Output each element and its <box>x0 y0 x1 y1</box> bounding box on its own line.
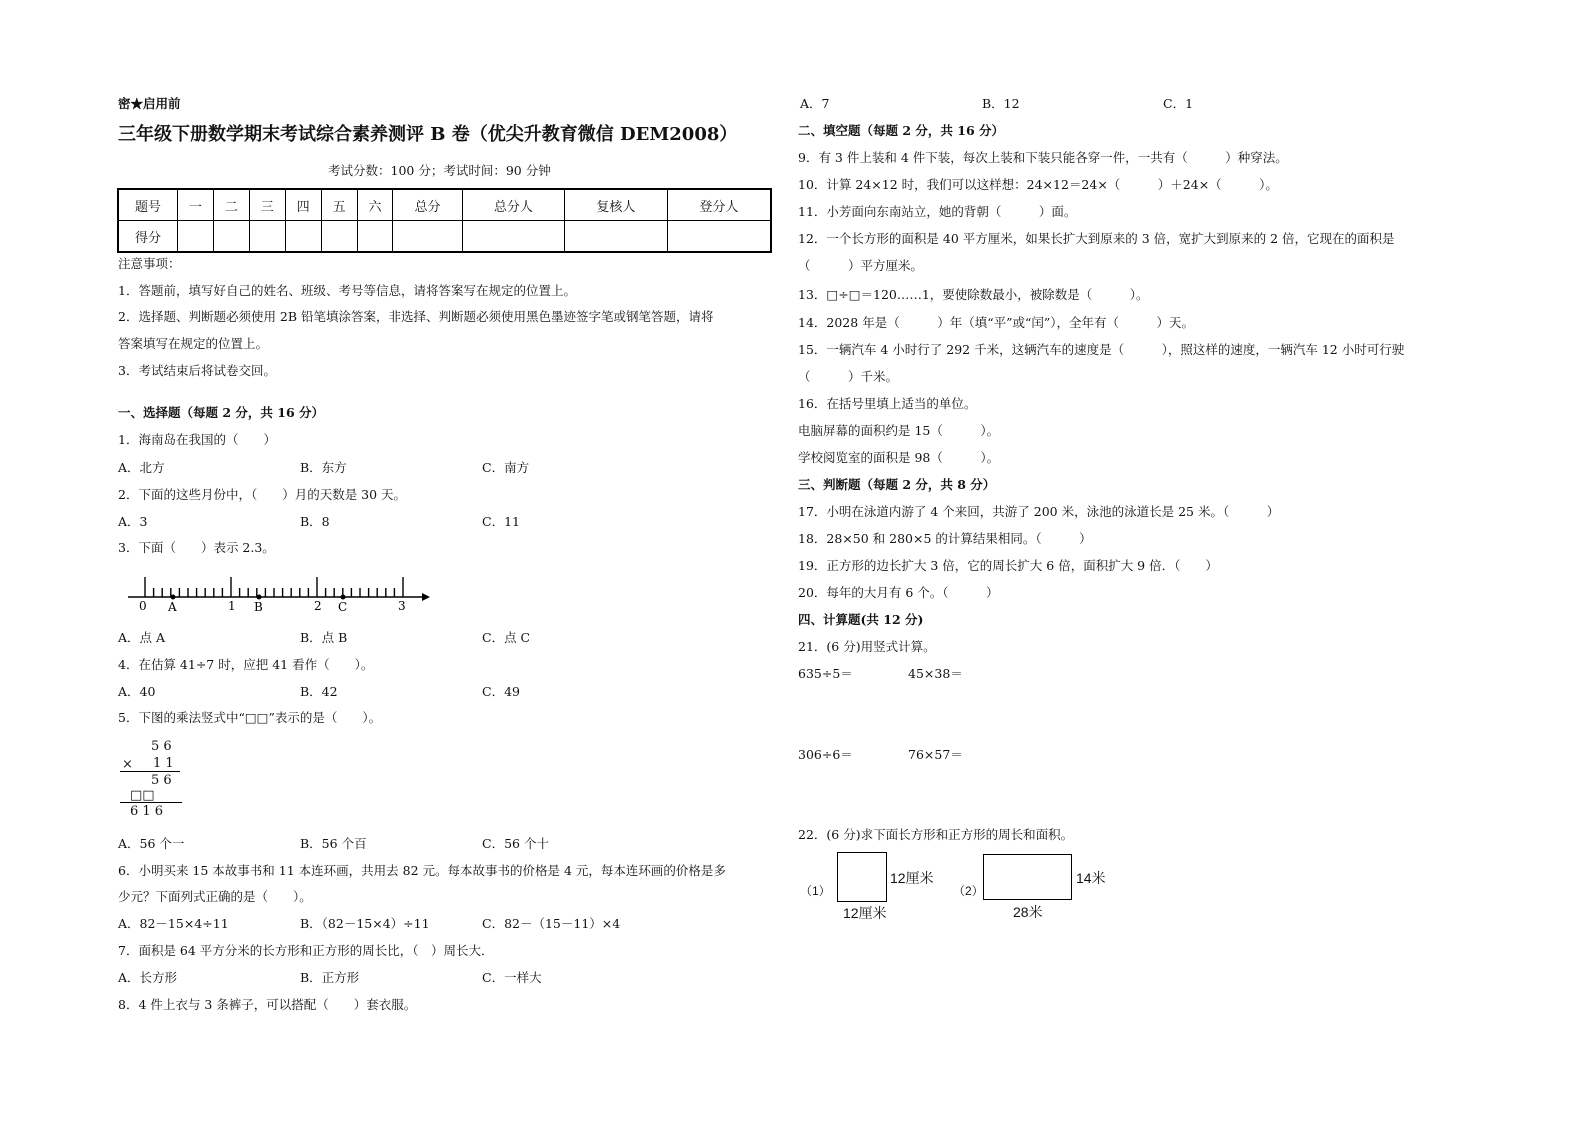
dimension-label: 14米 <box>1076 870 1106 886</box>
calc-item: 76×57＝ <box>908 747 963 762</box>
option[interactable]: A．长方形 <box>118 970 178 985</box>
question: 13．□÷□＝120……1，要使除数最小，被除数是（ ）。 <box>798 287 1149 302</box>
note-item: 2．选择题、判断题必须使用 2B 铅笔填涂答案，非选择、判断题必须使用黑色墨迹签字笔或钢笔答题，请将 <box>118 309 714 324</box>
question: 学校阅览室的面积是 98（ ）。 <box>798 450 1000 465</box>
option[interactable]: C．1 <box>1163 96 1194 111</box>
table-row <box>118 189 771 221</box>
vert-row: 5 6 <box>151 739 172 754</box>
option[interactable]: B．12 <box>982 96 1020 111</box>
score-input[interactable] <box>357 221 393 253</box>
section-title: 一、选择题（每题 2 分，共 16 分） <box>118 405 325 420</box>
score-input[interactable] <box>321 221 357 253</box>
question: 电脑屏幕的面积约是 15（ ）。 <box>798 423 1000 438</box>
exam-info: 考试分数：100 分；考试时间：90 分钟 <box>328 163 551 178</box>
table-cell: 四 <box>285 189 321 221</box>
dimension-label: 28米 <box>1013 904 1043 920</box>
option[interactable]: A．北方 <box>118 460 165 475</box>
page-title: 三年级下册数学期末考试综合素养测评 B 卷（优尖升教育微信 DEM2008） <box>118 124 738 145</box>
point-a <box>171 595 176 600</box>
question: 5．下图的乘法竖式中“□□”表示的是（ ）。 <box>118 710 382 725</box>
calc-item: 635÷5＝ <box>798 666 853 681</box>
table-cell: 六 <box>357 189 393 221</box>
section-title: 二、填空题（每题 2 分，共 16 分） <box>798 123 1005 138</box>
option[interactable]: C．一样大 <box>482 970 542 985</box>
option[interactable]: B．56 个百 <box>300 836 367 851</box>
section-title: 四、计算题(共 12 分) <box>798 612 924 627</box>
question: 2．下面的这些月份中，（ ）月的天数是 30 天。 <box>118 487 407 502</box>
option[interactable]: A．82－15×4÷11 <box>118 916 229 931</box>
option[interactable]: A．56 个一 <box>118 836 185 851</box>
table-cell: 总分人 <box>462 189 565 221</box>
score-input[interactable] <box>565 221 668 253</box>
score-input[interactable] <box>213 221 249 253</box>
table-cell: 三 <box>249 189 285 221</box>
question: 4．在估算 41÷7 时，应把 41 看作（ ）。 <box>118 657 374 672</box>
question: 1．海南岛在我国的（ ） <box>118 432 276 447</box>
table-cell: 总分 <box>393 189 462 221</box>
question: 18．28×50 和 280×5 的计算结果相同。（ ） <box>798 531 1092 546</box>
point-label: C <box>338 600 348 614</box>
times-sign: × <box>122 757 133 772</box>
point-label: A <box>168 600 177 614</box>
option[interactable]: C．点 C <box>482 630 531 645</box>
option[interactable]: C．11 <box>482 514 520 529</box>
point-label: B <box>254 600 263 614</box>
note-item: 1．答题前，填写好自己的姓名、班级、考号等信息，请将答案写在规定的位置上。 <box>118 283 576 298</box>
section-title: 三、判断题（每题 2 分，共 8 分） <box>798 477 996 492</box>
question: （ ）平方厘米。 <box>798 258 924 273</box>
tick-label: 1 <box>228 599 236 613</box>
question: 16．在括号里填上适当的单位。 <box>798 396 977 411</box>
score-input[interactable] <box>285 221 321 253</box>
question: 6．小明买来 15 本故事书和 11 本连环画，共用去 82 元。每本故事书的价格是 4 元，每本连环画的价格是多 <box>118 863 726 878</box>
divider <box>120 771 180 772</box>
point-b <box>257 595 262 600</box>
question: 15．一辆汽车 4 小时行了 292 千米，这辆汽车的速度是（ ），照这样的速度，一辆汽车 12 小时可行驶 <box>798 342 1405 357</box>
dimension-label: 12厘米 <box>843 905 887 921</box>
calc-item: 45×38＝ <box>908 666 963 681</box>
vert-row: 5 6 <box>151 773 172 788</box>
question: 8．4 件上衣与 3 条裤子，可以搭配（ ）套衣服。 <box>118 997 417 1012</box>
question: 10．计算 24×12 时，我们可以这样想：24×12＝24×（ ）＋24×（ ）。 <box>798 177 1278 192</box>
notes-title: 注意事项： <box>118 256 181 271</box>
figure-label: （2） <box>953 884 984 898</box>
table-row <box>118 221 771 253</box>
question: 12．一个长方形的面积是 40 平方厘米，如果长扩大到原来的 3 倍，宽扩大到原来的 2 倍，它现在的面积是 <box>798 231 1395 246</box>
option[interactable]: A．点 A <box>118 630 166 645</box>
table-cell: 题号 <box>118 189 178 221</box>
table-cell: 五 <box>321 189 357 221</box>
vert-row: 1 1 <box>153 756 174 771</box>
option[interactable]: C．82－（15－11）×4 <box>482 916 621 931</box>
table-cell: 复核人 <box>565 189 668 221</box>
score-input[interactable] <box>667 221 771 253</box>
option[interactable]: C．56 个十 <box>482 836 549 851</box>
option[interactable]: B．点 B <box>300 630 348 645</box>
question: 少元？下面列式正确的是（ ）。 <box>118 889 312 904</box>
table-cell: 二 <box>213 189 249 221</box>
divider <box>120 802 182 803</box>
question: 3．下面（ ）表示 2.3。 <box>118 540 275 555</box>
question: （ ）千米。 <box>798 369 899 384</box>
dimension-label: 12厘米 <box>890 870 934 886</box>
question: 17．小明在泳道内游了 4 个来回，共游了 200 米，泳池的泳道长是 25 米。（ ） <box>798 504 1280 519</box>
tick-label: 2 <box>314 599 322 613</box>
tick-label: 3 <box>398 599 406 613</box>
question: 19．正方形的边长扩大 3 倍，它的周长扩大 6 倍，面积扩大 9 倍．（ ） <box>798 558 1218 573</box>
option[interactable]: B．（82－15×4）÷11 <box>300 916 430 931</box>
table-cell: 一 <box>178 189 214 221</box>
rectangle-figure <box>983 854 1072 900</box>
option[interactable]: A．3 <box>118 514 148 529</box>
score-table <box>117 188 772 253</box>
tick-label: 0 <box>139 599 147 613</box>
question: 9．有 3 件上装和 4 件下装，每次上装和下装只能各穿一件，一共有（ ）种穿法。 <box>798 150 1288 165</box>
number-line-figure <box>125 572 435 617</box>
question: 20．每年的大月有 6 个。（ ） <box>798 585 999 600</box>
square-figure <box>837 852 887 902</box>
arrow-icon <box>422 593 430 601</box>
option[interactable]: B．东方 <box>300 460 347 475</box>
table-cell: 得分 <box>118 221 178 253</box>
option[interactable]: C．49 <box>482 684 520 699</box>
calc-item: 306÷6＝ <box>798 747 853 762</box>
question: 21．(6 分)用竖式计算。 <box>798 639 936 654</box>
point-c <box>341 595 346 600</box>
score-input[interactable] <box>462 221 565 253</box>
secret-label: 密★启用前 <box>118 96 181 111</box>
question: 22．(6 分)求下面长方形和正方形的周长和面积。 <box>798 827 1074 842</box>
score-input[interactable] <box>249 221 285 253</box>
table-cell: 登分人 <box>667 189 771 221</box>
question: 14．2028 年是（ ）年（填“平”或“闰”），全年有（ ）天。 <box>798 315 1195 330</box>
option[interactable]: B．42 <box>300 684 338 699</box>
figure-label: （1） <box>800 884 831 898</box>
question: 11．小芳面向东南站立，她的背朝（ ）面。 <box>798 204 1077 219</box>
vert-row: 6 1 6 <box>130 804 164 819</box>
question: 7．面积是 64 平方分米的长方形和正方形的周长比，（ ）周长大． <box>118 943 494 958</box>
option[interactable]: B．8 <box>300 514 330 529</box>
option[interactable]: C．南方 <box>482 460 530 475</box>
option[interactable]: A．40 <box>118 684 156 699</box>
option[interactable]: B．正方形 <box>300 970 360 985</box>
option[interactable]: A．7 <box>800 96 830 111</box>
vert-row: □□ <box>130 788 155 803</box>
vertical-multiplication <box>118 738 188 823</box>
score-input[interactable] <box>178 221 214 253</box>
note-item: 3．考试结束后将试卷交回。 <box>118 363 276 378</box>
score-input[interactable] <box>393 221 462 253</box>
note-item: 答案填写在规定的位置上。 <box>118 336 269 351</box>
